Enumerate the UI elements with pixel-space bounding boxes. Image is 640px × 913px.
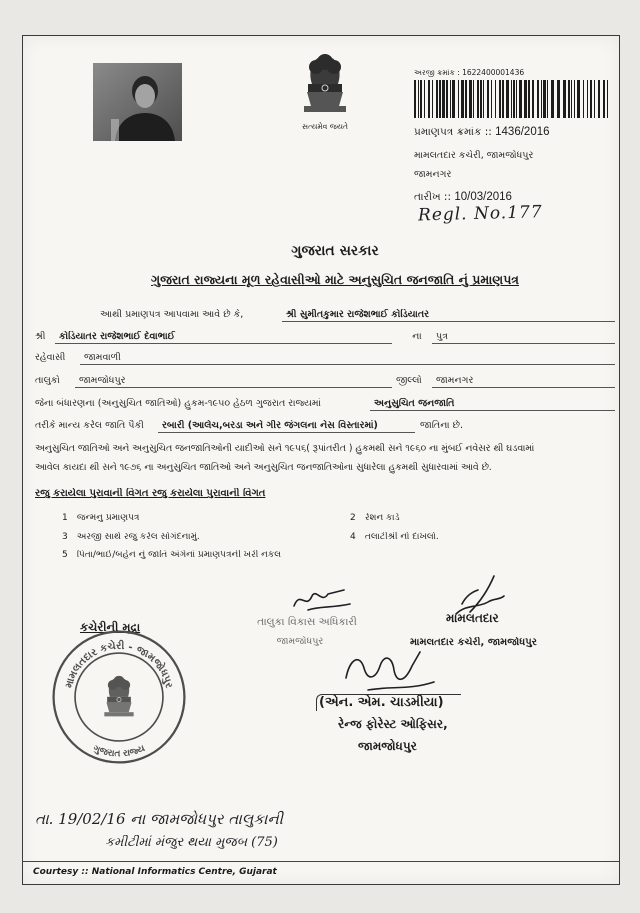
village: જામવાળી (80, 352, 615, 365)
barcode-bar (473, 80, 474, 118)
issuing-district: જામનગર (414, 169, 452, 180)
barcode-bar (446, 80, 448, 118)
barcode-bar (442, 80, 445, 118)
emblem-motto: સત્યમેવ જયતે (302, 122, 348, 131)
barcode-bar (519, 80, 522, 118)
barcode-bar (571, 80, 572, 118)
of-label: ના (412, 331, 422, 342)
barcode-bar (528, 80, 530, 118)
list-item (62, 532, 342, 543)
caste-suffix: જાતિના છે. (420, 420, 463, 431)
barcode-bar (587, 80, 588, 118)
barcode-bar (598, 80, 600, 118)
handwritten-note-line-1: તા. 19/02/16 ના જામજોધપુર તાલુકાની (35, 810, 283, 828)
barcode-bar (532, 80, 534, 118)
barcode-bar (511, 80, 512, 118)
applicant-photo (93, 63, 182, 141)
barcode-bar (439, 80, 441, 118)
barcode-bar (414, 80, 416, 118)
barcode-bar (420, 80, 422, 118)
list-item-text: જન્મનુ પ્રમાણપત્ર (76, 513, 140, 523)
taluka-officer-place: જામજોધપુર (276, 636, 324, 647)
list-item-text: અરજી સાથે રજુ કરેલ સોગંદનામું. (76, 532, 200, 542)
barcode-bar (436, 80, 438, 118)
list-item-text: પિતા/ભાઈ/બહેન નું જાતિ અંગેનાં પ્રમાણપત્રની ખરી નકલ (76, 550, 282, 560)
barcode-bar (543, 80, 546, 118)
photo-highlight (111, 119, 119, 141)
district: જામનગર (432, 375, 615, 388)
barcode-bar (563, 80, 566, 118)
certificate-title: ગુજરાત રાજ્યના મૂળ રહેવાસીઓ માટે અનુસુચિત જનજાતિ નું પ્રમાણપત્ર (150, 272, 519, 287)
taluka-officer-title: તાલુકા વિકાસ અધિકારી (257, 616, 357, 628)
seal-bottom-text-group (91, 743, 147, 760)
list-item-number: 5 (62, 550, 68, 560)
barcode-bar (450, 80, 451, 118)
seal-top-text: મામલતદાર કચેરી - જામજોધપુર (63, 640, 175, 690)
mamlatdar-title: મામલતદાર (446, 611, 499, 625)
barcode-bar (499, 80, 501, 118)
issue-date: 10/03/2016 (454, 191, 512, 203)
handwritten-note-line-2: કમીટીમાં મંજુર થયા મુજબ (75) (105, 835, 278, 850)
barcode-bar (590, 80, 592, 118)
barcode-bar (452, 80, 455, 118)
barcode-bar (432, 80, 433, 118)
barcode-bar (465, 80, 467, 118)
signature-stroke (456, 576, 504, 614)
list-item-text: રેશન કાર્ડ (364, 513, 400, 523)
intro-text: આથી પ્રમાણપત્ર આપવામા આવે છે કે, (100, 309, 244, 320)
seal-emblem-icon (104, 676, 133, 717)
footer-courtesy: Courtesy :: National Informatics Centre, Gujarat (33, 867, 277, 877)
issue-date-label: તારીખ :: (414, 191, 452, 203)
barcode-bar (607, 80, 608, 118)
photo-face (135, 84, 155, 108)
category: અનુસુચિત જનજાતિ (370, 398, 615, 411)
signature-stroke (346, 652, 434, 690)
range-officer-name: (એન. એમ. ચાડમીયા) (316, 694, 461, 711)
government-title: ગુજરાત સરકાર (291, 243, 379, 259)
barcode-bar (495, 80, 496, 118)
relation: પુત્ર (432, 331, 615, 344)
mamlatdar-office: મામલતદાર કચેરી, જામજોધપુર (410, 637, 537, 648)
barcode-bar (424, 80, 425, 118)
barcode-bar (513, 80, 515, 118)
barcode-bar (568, 80, 570, 118)
office-round-seal (50, 628, 188, 766)
barcode-bar (524, 80, 527, 118)
barcode-bar (547, 80, 548, 118)
list-item (62, 513, 342, 524)
signature-taluka-officer (290, 584, 360, 616)
father-prefix: શ્રી (35, 331, 46, 342)
barcode-bar (506, 80, 509, 118)
issuing-office: મામલતદાર કચેરી, જામજોધપુર (414, 150, 534, 161)
taluka: જામજોધપુર (75, 375, 392, 388)
barcode-bar (583, 80, 584, 118)
recognized-label: તરીકે માન્ય કરેલ જાતિ પૈકી (35, 420, 144, 431)
list-item-number: 3 (62, 532, 68, 542)
list-item-number: 2 (350, 513, 356, 523)
evidence-heading: રજુ કરાયેલા પુરાવાની વિગત રજુ કરાયેલા પુરાવાની વિગત (35, 488, 266, 499)
legal-paragraph-line-1: અનુસુચિત જાતિઓ અને અનુસુચિત જનજાતિઓની યાદીઓ સને ૧૯૫૬( રૂપાંતરીત ) હુકમથી સને ૧૯૬૦ ના મુંબઈ નવેસર થી ઘડવામાં (35, 443, 535, 454)
handwritten-registration-number: Regl. No.177 (417, 202, 543, 226)
signature-stroke (294, 590, 350, 610)
barcode-bar (502, 80, 504, 118)
applicant-name: શ્રી સુમીતકુમાર રાજેશભાઈ કોડિયાતર (282, 309, 615, 322)
taluka-label: તાલુકો (35, 375, 60, 386)
barcode-bar (469, 80, 472, 118)
barcode-bar (557, 80, 560, 118)
barcode-bar (461, 80, 464, 118)
barcode-bar (577, 80, 580, 118)
barcode-bar (418, 80, 419, 118)
constitution-order-text: જેના બંધારણના (અનુસુચિત જાતિઓ) હુકમ-૧૯૫૦ હેઠળ ગુજરાત રાજ્યમાં (35, 398, 321, 409)
barcode-bar (551, 80, 554, 118)
barcode-bar (428, 80, 430, 118)
list-item (350, 532, 610, 543)
barcode-bar (487, 80, 489, 118)
list-item (350, 513, 610, 524)
certificate-number: 1436/2016 (495, 126, 550, 138)
certificate-number-label: પ્રમાણપત્ર ક્રમાંક :: (414, 126, 492, 138)
list-item-number: 1 (62, 513, 68, 523)
barcode (412, 80, 612, 118)
barcode-bar (594, 80, 595, 118)
list-item-number: 4 (350, 532, 356, 542)
barcode-bar (477, 80, 479, 118)
district-label: જીલ્લો (396, 375, 422, 386)
barcode-bar (574, 80, 575, 118)
barcode-bar (603, 80, 605, 118)
barcode-bar (537, 80, 539, 118)
list-item-text: તલાટીશ્રી નો દાખલો. (364, 532, 439, 542)
range-officer-place: જામજોધપુર (358, 739, 417, 753)
certificate-number-line (414, 125, 614, 139)
application-number: અરજી ક્રમાંક : 1622400001436 (414, 68, 525, 77)
barcode-bar (458, 80, 459, 118)
barcode-bar (491, 80, 492, 118)
legal-paragraph-line-2: આવેલ કાયદા થી સને ૧૯૭૬ ના અનુસુચિત જાતિઓ અને અનુસુચિત જનજાતિઓના સુધારેલા હુકમથી સુધારવામાં આવે છે. (35, 462, 492, 473)
barcode-bar (483, 80, 484, 118)
signature-range-forest-officer (340, 648, 440, 694)
barcode-bar (480, 80, 482, 118)
caste: રબારી (આલેચ,બરડા અને ગીર જંગલના નેસ વિસ્તારમાં) (158, 420, 415, 433)
list-item (62, 550, 392, 561)
barcode-bar (516, 80, 517, 118)
office-seal-label: કચેરીની મુદ્રા (80, 620, 141, 634)
state-emblem-icon (294, 50, 356, 120)
seal-bottom-text: ગુજરાત રાજ્ય (91, 742, 147, 760)
father-name: કોડિયાતર રાજેશભાઈ દેવાભાઈ (55, 331, 392, 344)
resident-label: રહેવાસી (35, 352, 66, 363)
range-officer-title: રેન્જ ફોરેસ્ટ ઓફિસર, (338, 717, 448, 731)
barcode-bar (541, 80, 542, 118)
footer-divider (22, 861, 619, 862)
